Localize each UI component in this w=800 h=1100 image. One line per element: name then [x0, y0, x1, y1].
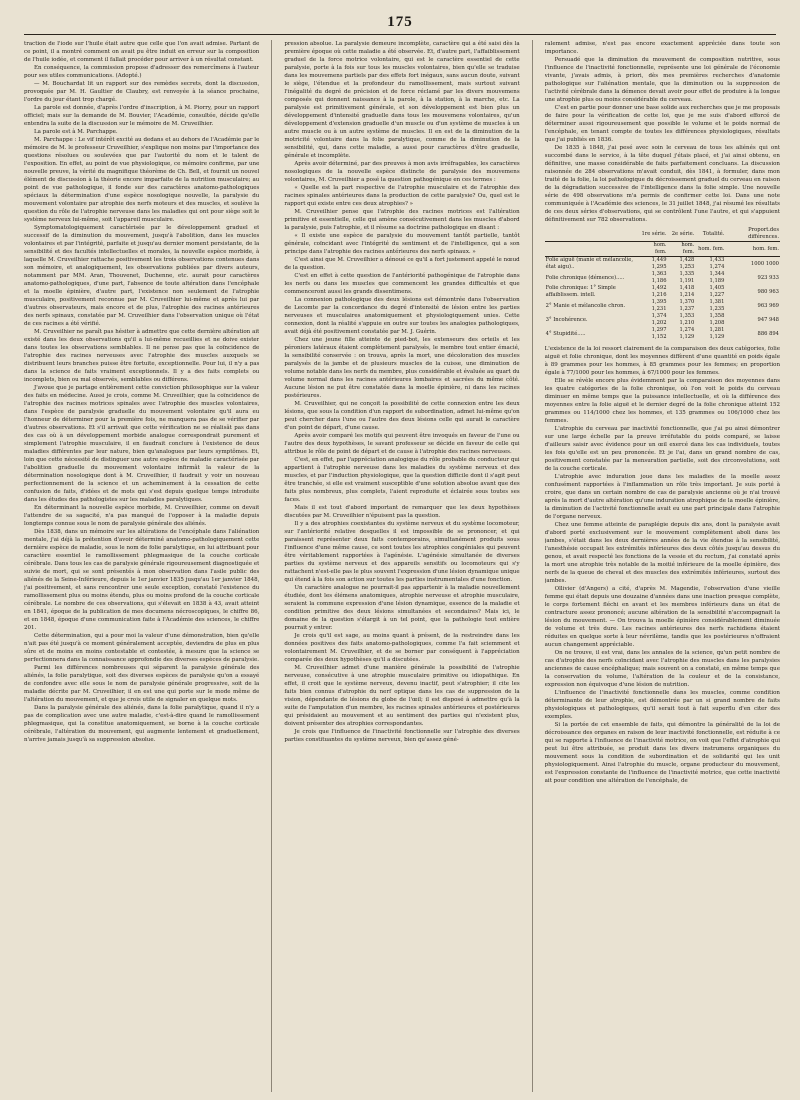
table-cell: 1,344 1,189 — [709, 271, 725, 284]
paragraph: Je crois que l'influence de l'inactivité fonctionnelle sur l'atrophie des diverses parties constituantes du système nerveux, bien qu'assez géné- — [284, 729, 520, 743]
paragraph: Un caractère analogue ne pourrait-il pas appartenir à la maladie nouvellement étudiée, dont les élémens anatomiques, atrophie nerveuse et atrophie musculaire, seraient la commune expression d'une lésion dynamique, essence de la maladie et condition primitive des deux lésions simultanées et secondaires? Mais ici, le domaine de la question s'élargit à un tel point, que la pathologie tout entière pourrait y entrer. — [284, 585, 520, 631]
paragraph: M. Parchappe : Le vif intérêt excité au dedans et au dehors de l'Académie par le mémoire de M. le professeur Cruveilhier, s'explique non moins par l'importance des questions résolues ou soulevées que par l'autorité du nom et le talent de l'exposition. En effet, au point de vue physiologique, ce mémoire confirme, par une nouvelle preuve, la vérité du magnifique théorème de Ch. Bell, et fournit un nouvel élément de discussion à la théorie encore imparfaite de la nutrition musculaire; au point de vue pathologique, il fonde sur des caractères anatomo-pathologiques spéciaux la détermination d'une espèce nosologique nouvelle, la paralysie du mouvement volontaire par atrophie des nerfs moteurs et des muscles, et soulève la question du rôle de l'atrophie nerveuse dans les maladies qui ont pour siège soit le système nerveux lui-même, soit l'appareil musculaire. — [24, 137, 260, 223]
table-cell: 923 933 — [757, 274, 779, 281]
text-columns — [24, 40, 780, 1092]
paragraph: Elle se révèle encore plus évidemment par la comparaison des moyennes dans les quatre catégories de la folie chronique, où l'on voit le poids du cerveau diminuer en même temps que la puissance intellectuelle, et où la différence des moyennes entre la folie aiguë et le dernier degré de la folie chronique atteint 152 grammes ou 114/1000 chez les hommes, et 135 grammes ou 106/1000 chez les femmes. — [544, 378, 780, 424]
table-body — [545, 257, 780, 342]
column-divider — [271, 40, 272, 1092]
table-cell: 2° Manie et mélancolie chron. — [545, 302, 626, 309]
column-divider — [532, 40, 533, 1092]
table-cell: 1000 1000 — [750, 260, 779, 267]
table-header-cell: Totalité. — [695, 227, 725, 242]
paragraph: L'existence de la loi ressort clairement de la comparaison des deux catégories, folie aiguë et folie chronique, dont les moyennes diffèrent d'une quantité en poids égale à 89 grammes pour les hommes, à 85 grammes pour les femmes; en proportion égale à 77/1000 pour les hommes, à 67/1000 pour les femmes. — [544, 346, 780, 376]
paragraph: Parmi les différences nombreuses qui séparent la paralysie générale des aliénés, la folie paralytique, soit des diverses espèces de paralysie qu'on a essayé de confondre avec elle sous le nom de paralysie générale progressive, soit de la maladie décrite par M. Cruveilhier, il en est une qui porte sur le mode même de l'altération du mouvement, et que je crois utile de signaler en quelque mots. — [24, 665, 260, 703]
table-cell: 1,428 1,253 — [679, 257, 695, 270]
column-3 — [545, 40, 780, 1092]
table-cell: 1,492 1,216 — [651, 285, 667, 298]
table-cell: 886 894 — [757, 330, 779, 337]
paragraph: Mais il est tout d'abord important de remarquer que les deux hypothèses discutées par M. Cruveilhier n'épuisent pas la question. — [284, 505, 520, 519]
paragraph: Il y a des atrophies coexistantes du système nerveux et du système locomoteur, sur l'antériorité relative desquelles il est impossible de se prononcer, et qui paraissent représenter deux faits contemporains, simultanément produits sous l'influence d'une même cause, ce sont toutes les atrophies congéniales qui peuvent être véritablement rapportées à l'agénésie. L'agénésie simultanée de diverses parties du système nerveux et des appareils sensitifs ou locomoteurs qui s'y rattachent n'est-elle pas le plus souvent l'expression d'une lésion dynamique unique qui étend à la fois son action sur toutes les parties instrumentales d'une fonction. — [284, 521, 520, 583]
table-cell: 1,335 1,191 — [679, 271, 695, 284]
paragraph: Persuadé que la diminution du mouvement de composition nutritive, sous l'influence de l'inactivité fonctionnelle, représente une loi générale de l'économie vivante, j'avais admis, à priori, dès mes premières recherches d'anatomie pathologique sur l'aliénation mentale, que la diminution ou la suppression de l'activité cérébrale dans la démence devait avoir pour effet de produire à la longue une atrophie plus ou moins considérable du cerveau. — [544, 57, 780, 103]
paragraph: De 1835 à 1848, j'ai pesé avec soin le cerveau de tous les aliénés qui ont succombé dans le service, à la tête duquel j'étais placé, et j'ai ainsi obtenu, en définitive, une masse considérable de faits parfaitement concluans. La discussion raisonnée de 284 observations m'avait conduit, dès 1841, à formuler, dans mon traité de la folie, la loi pathologique du décroissement graduel du cerveau en raison de la dégradation successive de l'intelligence dans la folie simple. Une nouvelle série de 498 observations m'a permis de confirmer cette loi. Dans une note communiquée à l'Académie des sciences, le 31 juillet 1848, j'ai résumé les résultats de ces deux séries d'observations, qui se contrôlent l'une l'autre, et qui s'appuient définitivement sur 782 observations. — [544, 145, 780, 223]
table-row — [545, 299, 780, 313]
paragraph: traction de l'iode sur l'huile était autre que celle que l'on avait admise. Partant de ce point, il a montré comment on avait pu être induit en erreur sur la composition de l'huile iodée, et comment il fallait procéder pour arriver à un résultat constant. — [24, 41, 260, 63]
table-subheader-cell — [545, 242, 640, 257]
paragraph: M. Cruveilhier, qui ne conçoit la possibilité de cette connexion entre les deux lésions, que sous la condition d'un rapport de subordination, admet lui-même qu'on peut chercher dans l'une ou l'autre des deux lésions celle qui aurait le caractère d'un point de départ, d'une cause. — [284, 401, 520, 431]
table-subheader-cell: hom. fem. — [725, 242, 780, 257]
table-header-cell — [545, 227, 640, 242]
table-cell: Folie aiguë (manie et mélancolie, état aigu).. — [545, 257, 633, 270]
table-cell: 1,433 1,274 — [709, 257, 725, 270]
table-cell: 963 969 — [757, 302, 779, 309]
paragraph: C'est ainsi que M. Cruveilhier a dénoué ce qu'il a fort justement appelé le nœud de la question. — [284, 257, 520, 271]
table-row — [545, 285, 780, 299]
paragraph: Chez une jeune fille atteinte de pied-bot, les extenseurs des orteils et les péroniers latéraux étaient complètement paralysés, le membre tout entier émacié, la sensibilité conservée : on trouva, après la mort, une décoloration des muscles paralysés de la jambe et de plusieurs muscles de la cuisse, une diminution de volume notable dans les nerfs du membre, plus considérable et évaluée au quart du volume normal dans les racines antérieures lombaires et sacrées du même côté. Aucune lésion ne put être constatée dans la moelle épinière, ni dans les racines postérieures. — [284, 337, 520, 399]
table-cell: 1,358 1,208 — [709, 313, 725, 326]
table-cell: 1,395 1,231 — [651, 299, 667, 312]
table-header-row — [545, 227, 780, 242]
table-cell: 1,297 1,152 — [651, 327, 667, 340]
paragraph: Dès 1838, dans un mémoire sur les altérations de l'encéphale dans l'aliénation mentale, j'ai déjà la prétention d'avoir déterminé anatomo-pathologiquement cette dernière espèce de maladie, sous le nom de folie paralytique, en lui attribuant pour caractère essentiel le ramollissement phlegmasique de la couche corticale cérébrale. Dans tous les cas de paralysie générale rigoureusement diagnostiquée et suivie de mort, qui se sont présentés à mon observation dans l'asile public des aliénés de la Seine-Inférieure, depuis le 1er janvier 1835 jusqu'au 1er janvier 1848, j'ai positivement, et sans rencontrer une seule exception, constaté l'existence du ramollissement plus ou moins étendu, plus ou moins profond de la couche corticale cérébrale. Le nombre de ces observations, qui s'élevait en 1838 à 43, avait atteint en 1841, époque de la publication de mes documens nécroscopiques, le chiffre 86, et en 1848, époque d'une communication faite à l'Académie des sciences, le chiffre 201. — [24, 529, 260, 631]
column-2 — [284, 40, 519, 1092]
paragraph: C'est en partie pour donner une base solide aux recherches que je me proposais de faire pour la vérification de cette loi, que je me suis d'abord efforcé de déterminer aussi rigoureusement que possible le volume et le poids normal de l'encéphale, en tenant compte de toutes les différences physiologiques, résultats que j'ai publiés en 1836. — [544, 105, 780, 143]
paragraph: La connexion pathologique des deux lésions est démontrée dans l'observation de Lecomte par la concordance du degré d'intensité de lésion entre les parties nerveuses et musculaires anatomiquement et physiologiquement unies. Cette connexion, dont la réalité s'appuie en outre sur toutes les analogies pathologiques, avait déjà été positivement constatée par M. J. Guérin. — [284, 297, 520, 335]
header-rule — [24, 34, 776, 35]
paragraph: « Quelle est la part respective de l'atrophie musculaire et de l'atrophie des racines spinales antérieures dans la production de cette paralysie? Ou, quel est le rapport qui existe entre ces deux atrophies? » — [284, 185, 520, 207]
table-row — [545, 257, 780, 272]
paragraph: L'atrophie du cerveau par inactivité fonctionnelle, que j'ai pu ainsi démontrer sur une large échelle par la preuve irréfutable du poids comparé, se laisse d'ailleurs saisir avec évidence pour un œil exercé dans les cas individuels, toutes les fois qu'elle est un peu prononcée. Et je l'ai, dans un grand nombre de cas, positivement constatée par la mensuration partielle, soit des circonvolutions, soit de la couche corticale. — [544, 426, 780, 472]
paragraph: pression absolue. La paralysie demeure incomplète, caractère qui a été saisi dès la première époque où cette maladie a été observée. Et, d'autre part, l'affaiblissement graduel de la force motrice volontaire, qui est le caractère essentiel de cette paralysie, porte à la fois sur tous les muscles volontaires, bien qu'elle se traduise dans les mouvemens partiels par des effets fort inégaux, sans aucun doute, suivant le siège, l'étendue et la profondeur du ramollissement, mais surtout suivant l'inégalité du degré de précision et de force réclamé par les divers mouvemens composés qui donnent naissance à la parole, à la station, à la marche, etc. La paralysie est primitivement générale, et son développement est bien plus un développement d'intensité graduelle dans tous les mouvemens volontaires, qu'un développement d'extension graduelle d'un muscle ou d'un système de muscles à un autre muscle ou à un autre système de muscles. Il en est de la diminution de la motricité volontaire dans la folie paralytique, comme de la diminution de la sensibilité, qui, dans cette maladie, a aussi pour caractères d'être graduelle, générale et incomplète. — [284, 41, 520, 159]
paragraph: Je crois qu'il est sage, au moins quant à présent, de la restreindre dans les données positives des faits anatomo-pathologiques, comme l'a fait sciemment et volontairement M. Cruveilhier, et de se borner par conséquent à l'appréciation comparée des deux hypothèses qu'il a discutées. — [284, 633, 520, 663]
brain-weight-table — [545, 227, 780, 341]
table-cell: 1,363 1,186 — [651, 271, 667, 284]
column-3-intro — [545, 40, 780, 224]
column-3-rest — [545, 345, 780, 785]
page-number: 175 — [387, 14, 413, 30]
table-cell: 1,353 1,210 — [679, 313, 695, 326]
table-header-cell: 1re série. — [640, 227, 668, 242]
paragraph: M. Cruveilhier ne paraît pas hésiter à admettre que cette dernière altération ait existé dans les deux observations qu'il a lui-même recueillies et ne doive exister dans toutes les observations semblables. Il ne pense pas que la coïncidence de l'atrophie des racines nerveuses avec l'atrophie des muscles auxquels se distribuent leurs branches puisse être fortuite, exceptionnelle. Pour lui, il n'y a pas dans la science de faits vraiment exceptionnels. Il y a des faits complets ou incomplets, bien ou mal observés, semblables ou différens. — [24, 329, 260, 383]
paragraph: Ollivier (d'Angers) a cité, d'après M. Magendie, l'observation d'une vieille femme qui était depuis une douzaine d'années dans une inaction presque complète, le corps fortement fléchi en avant et les membres inférieurs dans un état de contracture assez prononcé; aucune altération de la sensibilité n'accompagnait la lésion du mouvement. — On trouva la moelle épinière considérablement diminuée de volume et très dure. Les racines antérieures des nerfs rachidiens étaient réduites en quelque sorte à leur névrilème, tandis que les postérieures n'offraient aucun changement appréciable. — [544, 586, 780, 648]
table-header-cell: 2e série. — [668, 227, 696, 242]
table-cell: 4° Stupidité..... — [545, 330, 586, 337]
table-cell: 1,370 1,237 — [679, 299, 695, 312]
paragraph: J'avoue que je partage entièrement cette conviction philosophique sur la valeur des faits en médecine. Aussi je crois, comme M. Cruveilhier, que la coïncidence de l'atrophie des racines motrices spinales avec l'atrophie des muscles volontaires, dans l'espèce de paralysie graduelle du mouvement volontaire qu'il aura eu l'honneur de déterminer pour la première fois, ne manquera pas de se vérifier par d'autres observations. Et s'il arrivait que cette vérification ne se réalisât pas dans des cas où à un développement morbide analogue correspondrait purement et simplement l'atrophie musculaire, il en faudrait conclure à l'existence de deux maladies différentes par leur nature, bien qu'analogues par leurs symptômes. Et, loin que cette nécessité de distinguer une autre espèce de maladie caractérisée par l'abolition graduelle du mouvement volontaire infirmât la valeur de la détermination nosologique dont à M. Cruveilhier, il faudrait y voir un nouveau perfectionnement de la science et un acheminement à la cessation de cette confusion de faits, d'idées et de mots qui s'est depuis quelque temps introduite dans les études des pathologistes sur les maladies paralytiques. — [24, 385, 260, 503]
paragraph: Si la portée de cet ensemble de faits, qui démontre la généralité de la loi de décroissance des organes en raison de leur inactivité fonctionnelle, est réduite à ce qui se rapporte à l'influence de l'inactivité motrice, on voit que l'effet d'atrophie qui peut lui être attribuée, se produit dans les divers instrumens organiques du mouvement sous la condition de subordination et de solidarité qui les unit physiologiquement. Ainsi l'atrophie du muscle, organe producteur du mouvement, est l'expression constante de l'influence de l'inactivité motrice, que cette inactivité ait pour condition une altération de l'encéphale, de — [544, 722, 780, 784]
table-cell: 1,418 1,214 — [679, 285, 695, 298]
paragraph: Chez une femme atteinte de paraplégie depuis dix ans, dont la paralysie avait d'abord porté exclusivement sur le mouvement complètement aboli dans les jambes, s'était dans les deux dernières années de la vie étendue à la sensibilité, l'anesthésie occupait les extrémités inférieures des deux côtés jusqu'au dessus du genou, et avait respecté les fonctions de la vessie et du rectum, j'ai constaté après la mort une atrophie très notable de la moitié inférieure de la moelle épinière, des nerfs de la queue de cheval et des muscles des extrémités inférieures, surtout des jambes. — [544, 522, 780, 584]
paragraph: En déterminant la nouvelle espèce morbide, M. Cruveilhier, comme on devait l'attendre de sa sagacité, n'a pas manqué de l'opposer à la maladie depuis longtemps connue sous le nom de paralysie générale des aliénés. — [24, 505, 260, 527]
table-cell: 1,274 1,129 — [679, 327, 695, 340]
table-cell: 1,381 1,235 — [709, 299, 725, 312]
paragraph: On ne trouve, il est vrai, dans les annales de la science, qu'un petit nombre de cas d'atrophie des nerfs coïncidant avec l'atrophie des muscles dans les paralysies anciennes de cause encéphalique; mais souvent on a constaté, en même temps que la conservation du volume, l'altération de la couleur et de la consistance, expression non équivoque d'une lésion de nutrition. — [544, 650, 780, 688]
table-cell: Folie chronique: 1° Simple affaiblissem. intell. — [545, 285, 616, 298]
paragraph: M. Cruveilhier admet d'une manière générale la possibilité de l'atrophie nerveuse, consécutive à une atrophie musculaire primitive ou idiopathique. En effet, il croit que le système nerveux, devenu inactif, peut s'atrophier; il cite les faits bien connus d'atrophie du nerf optique dans les cas de suppression de la vision, dépendante de lésions du globe de l'œil; il est disposé à admettre qu'à la suite de l'amputation d'un membre, les racines spinales antérieures et postérieures qui présidaient au mouvement et au sentiment des parties qui n'existent plus, doivent présenter des atrophies correspondantes. — [284, 665, 520, 727]
table-cell: Folie chronique (démence)..... — [545, 274, 625, 281]
paragraph: C'est, en effet, par l'appréciation analogique du rôle probable du conducteur qui appartient à l'atrophie nerveuse dans les maladies du système nerveux et des muscles, et par l'induction physiologique, que la question difficile dont il s'agit peut être tranchée, si elle est vraiment susceptible d'une solution absolue avant que des faits plus nombreux, plus complets, l'aient reproduite et éclairée sous toutes ses faces. — [284, 457, 520, 503]
table-subheader-cell: hom. fem. — [695, 242, 725, 257]
paragraph: « Il existe une espèce de paralysie du mouvement tantôt partielle, tantôt générale, coïncidant avec l'intégrité du sentiment et de l'intelligence, qui a son principe dans l'atrophie des racines antérieures des nerfs spinaux. » — [284, 233, 520, 255]
table-cell: 1,374 1,202 — [651, 313, 667, 326]
paragraph: Après avoir comparé les motifs qui peuvent être invoqués en faveur de l'une ou l'autre des deux hypothèses, le savant professeur se décide en faveur de celle qui attribue le rôle de point de départ et de cause à l'atrophie des racines nerveuses. — [284, 433, 520, 455]
paragraph: C'est en effet à cette question de l'antériorité pathogénique de l'atrophie dans les nerfs ou dans les muscles que commencent les grandes difficultés et que commenceront aussi les grands dissentimens. — [284, 273, 520, 295]
paragraph: Après avoir déterminé, par des preuves à mon avis irréfragables, les caractères nosologiques de la nouvelle espèce distincte de paralysie des mouvemens volontaires, M. Cruveilhier a posé la question pathogénique en ces termes : — [284, 161, 520, 183]
paragraph: La parole est à M. Parchappe. — [34, 129, 118, 135]
table-subheader-cell: hom. fem. — [668, 242, 696, 257]
table-subheader-row — [545, 242, 780, 257]
table-cell: 980 963 — [757, 288, 779, 295]
paragraph: Dans la paralysie générale des aliénés, dans la folie paralytique, quand il n'y a pas de complication avec une autre maladie, c'est-à-dire quand le ramollissement phlegmasique, qui la constitue anatomiquement, se borne à la couche corticale cérébrale, l'altération du mouvement, qui augmente lentement et graduellement, n'arrive jamais jusqu'à sa suppression absolue. — [24, 705, 260, 743]
table-subheader-cell: hom. fem. — [640, 242, 668, 257]
table-header-cell: Proport.des différences. — [725, 227, 780, 242]
table-row — [545, 327, 780, 341]
column-1 — [24, 40, 259, 1092]
table-cell: 947 948 — [757, 316, 779, 323]
paragraph: — M. Bouchardat lit un rapport sur des remèdes secrets, dont la discussion, provoquée par M. H. Gaultier de Claubry, est renvoyée à la séance prochaine, l'ordre du jour étant trop chargé. — [24, 81, 260, 103]
paragraph: L'influence de l'inactivité fonctionnelle dans les muscles, comme condition déterminante de leur atrophie, est démontrée par un si grand nombre de faits physiologiques et pathologiques, qu'il serait tout à fait superflu d'en citer des exemples. — [544, 690, 780, 720]
paragraph: ralement admise, n'est pas encore exactement appréciée dans toute son importance. — [544, 41, 780, 55]
paragraph: L'atrophie avec induration joue dans les maladies de la moelle assez confusément rapportées à l'inflammation un rôle très important. Je suis porté à croire, que dans un certain nombre de cas de paralysie ancienne où je n'ai trouvé après la mort d'autre altération qu'une induration atrophique de la moelle épinière, la diminution de l'activité fonctionnelle avait eu une part principale dans l'atrophie de l'organe nerveux. — [544, 474, 780, 520]
table-row — [545, 313, 780, 327]
paragraph: M. Cruveilhier pense que l'atrophie des racines motrices est l'altération primitive et essentielle, celle qui amène consécutivement dans les muscles d'abord la paralysie, puis l'atrophie, et il résume sa doctrine pathologique en disant : — [284, 209, 520, 231]
table-cell: 1,405 1,227 — [709, 285, 725, 298]
paragraph: En conséquence, la commission propose d'adresser des remercîmens à l'auteur pour ses utiles communications. (Adopté.) — [24, 65, 260, 79]
table-cell: 1,281 1,129 — [709, 327, 725, 340]
table-cell: 3° Incohérence. — [545, 316, 588, 323]
table-row — [545, 271, 780, 285]
paragraph: Cette détermination, qui a pour moi la valeur d'une démonstration, bien qu'elle n'ait pas été jusqu'à ce moment généralement acceptée, deviendra de plus en plus sûre et de moins en moins contestable et contestée, à mesure que la science se perfectionnera dans la connaissance approfondie des diverses espèces de paralysie. — [24, 633, 260, 663]
table-cell: 1,449 1,295 — [651, 257, 667, 270]
paragraph: La parole est donnée, d'après l'ordre d'inscription, à M. Piorry, pour un rapport officiel; mais sur la demande de M. Bouvier, l'Académie, consultée, décide qu'elle entendra la suite de la discussion sur le mémoire de M. Cruveilhier. — [24, 105, 260, 127]
paragraph: Symptomatologiquement caractérisée par le développement graduel et successif de la diminution du mouvement, jusqu'à l'abolition, dans les muscles volontaires et par l'intégrité, parfaite et jusqu'au dernier moment persistante, de la sensibilité et des facultés intellectuelles et morales, la nouvelle espèce morbide, à laquelle M. Cruveilhier rattache positivement les trois observations contenues dans son mémoire, et analogiquement, les observations publiées par divers auteurs, notamment par MM. Aran, Thouvenet, Duchenne, etc. aurait pour caractères anatomo-pathologiques, d'une part, l'absence de toute altération dans l'encéphale et la moelle épinière, d'autre part, l'existence non seulement de l'atrophie musculaire, positivement reconnue par M. Cruveilhier lui-même et après lui par d'autres observateurs, mais encore et de plus, l'atrophie des racines antérieures des nerfs spinaux, constatée par M. Cruveilhier dans l'observation unique où l'état de ces racines a été vérifié. — [24, 225, 260, 327]
